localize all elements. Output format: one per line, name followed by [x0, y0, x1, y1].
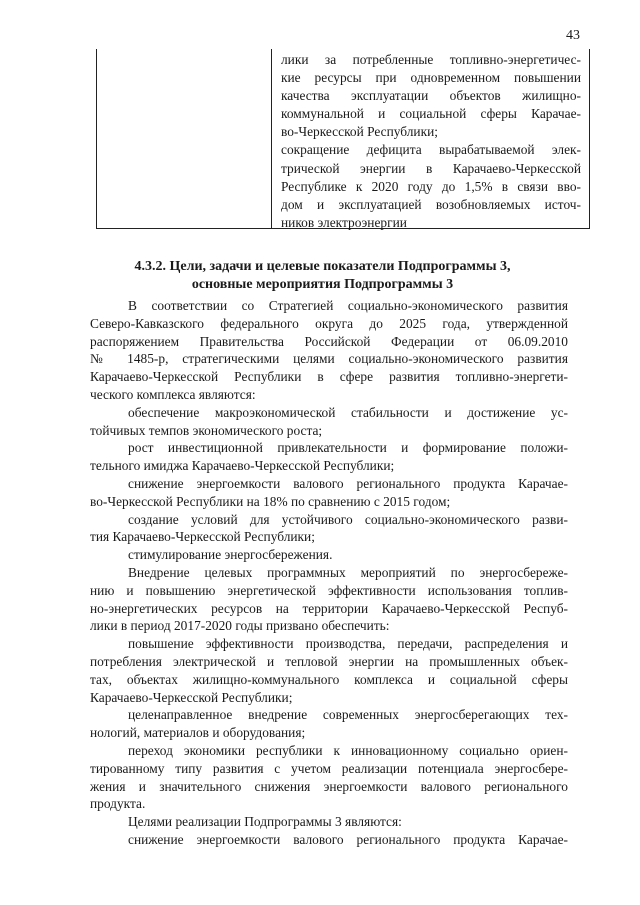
table-cell-line: трической энергии в Карачаево-Черкесской — [281, 160, 581, 176]
list-item-line: создание условий для устойчивого социально-экономического разви- — [128, 511, 568, 527]
table-cell-line: дом и эксплуатацией возобновляемых источ- — [281, 196, 581, 212]
list-item-line: продукта. — [90, 796, 146, 812]
list-item-line: тельного имиджа Карачаево-Черкесской Республики; — [90, 458, 395, 474]
list-item-line: нологий, материалов и оборудования; — [90, 725, 306, 741]
list-item-line: Карачаево-Черкесской Республики; — [90, 689, 293, 705]
table-cell-text — [281, 51, 581, 232]
paragraph-line: Внедрение целевых программных мероприятий по энергосбереже- — [128, 564, 568, 580]
section-heading-line: основные мероприятия Подпрограммы 3 — [191, 277, 454, 292]
list-item-line: тах, объектах жилищно-коммунального комплекса и социальной сферы — [90, 671, 568, 687]
paragraph-line: лики в период 2017-2020 годы призвано обеспечить: — [90, 618, 390, 634]
paragraph-line: Карачаево-Черкесской Республики в сфере развития топливно-энергети- — [90, 369, 568, 385]
table-cell-line: коммунальной и социальной сферы Карачае- — [281, 106, 581, 122]
list-item-line: переход экономики республики к инновационному социально ориен- — [128, 742, 568, 758]
list-item-line: тойчивых темпов экономического роста; — [90, 422, 323, 438]
paragraph-line: Целями реализации Подпрограммы 3 являются: — [128, 814, 402, 830]
table-cell-line: лики за потребленные топливно-энергетичес- — [281, 52, 581, 67]
paragraph-line: № 1485-р, стратегическими целями социально-экономического развития — [90, 351, 568, 367]
table-cell-line: качества эксплуатации объектов жилищно- — [281, 88, 581, 104]
list-item-line: потребления электрической и тепловой энергии на промышленных объек- — [90, 653, 568, 669]
list-item-line: рост инвестиционной привлекательности и формирование положи- — [128, 440, 568, 456]
list-item-line: жения и значительного снижения энергоемкости валового регионального — [90, 778, 568, 794]
paragraph-line: но-энергетических ресурсов на территории Карачаево-Черкесской Респуб- — [90, 600, 568, 616]
list-item-line: снижение энергоемкости валового регионального продукта Карачае- — [128, 831, 568, 847]
table-column-divider — [271, 49, 272, 228]
table-cell-line: ников электроэнергии — [281, 214, 407, 230]
list-item-line: тия Карачаево-Черкесской Республики; — [90, 529, 315, 545]
paragraph-line: В соответствии со Стратегией социально-экономического развития — [128, 298, 568, 313]
paragraph-line: нию и повышению энергетической эффективности использования топлив- — [90, 582, 568, 598]
list-item-line: снижение энергоемкости валового регионального продукта Карачае- — [128, 475, 568, 491]
list-item-line: повышение эффективности производства, передачи, распределения и — [128, 636, 568, 652]
table-cell-line: кие ресурсы при одновременном повышении — [281, 70, 581, 86]
table-cell-line: Республике к 2020 году до 1,5% в связи вво- — [281, 178, 581, 194]
section-heading-line: 4.3.2. Цели, задачи и целевые показатели Подпрограммы 3, — [134, 259, 511, 274]
body-text — [90, 297, 568, 849]
table-fragment — [96, 49, 590, 229]
list-item-line: тированному типу развития с учетом реализации потенциала энергосбере- — [90, 760, 568, 776]
list-item-line: целенаправленное внедрение современных энергосберегающих тех- — [128, 707, 568, 723]
page-number: 43 — [566, 28, 580, 43]
list-item-line: во-Черкесской Республики на 18% по сравнению с 2015 годом; — [90, 493, 451, 509]
list-item-line: обеспечение макроэкономической стабильности и достижение ус- — [128, 404, 568, 420]
section-heading — [80, 258, 565, 294]
list-item-line: стимулирование энергосбережения. — [128, 547, 333, 563]
table-cell-line: во-Черкесской Республики; — [281, 124, 438, 140]
paragraph-line: Северо-Кавказского федерального округа до 2025 года, утвержденной — [90, 315, 568, 331]
paragraph-line: распоряжением Правительства Российской Федерации от 06.09.2010 — [90, 333, 568, 349]
paragraph-line: ческого комплекса являются: — [90, 386, 256, 402]
table-cell-line: сокращение дефицита вырабатываемой элек- — [281, 142, 581, 158]
